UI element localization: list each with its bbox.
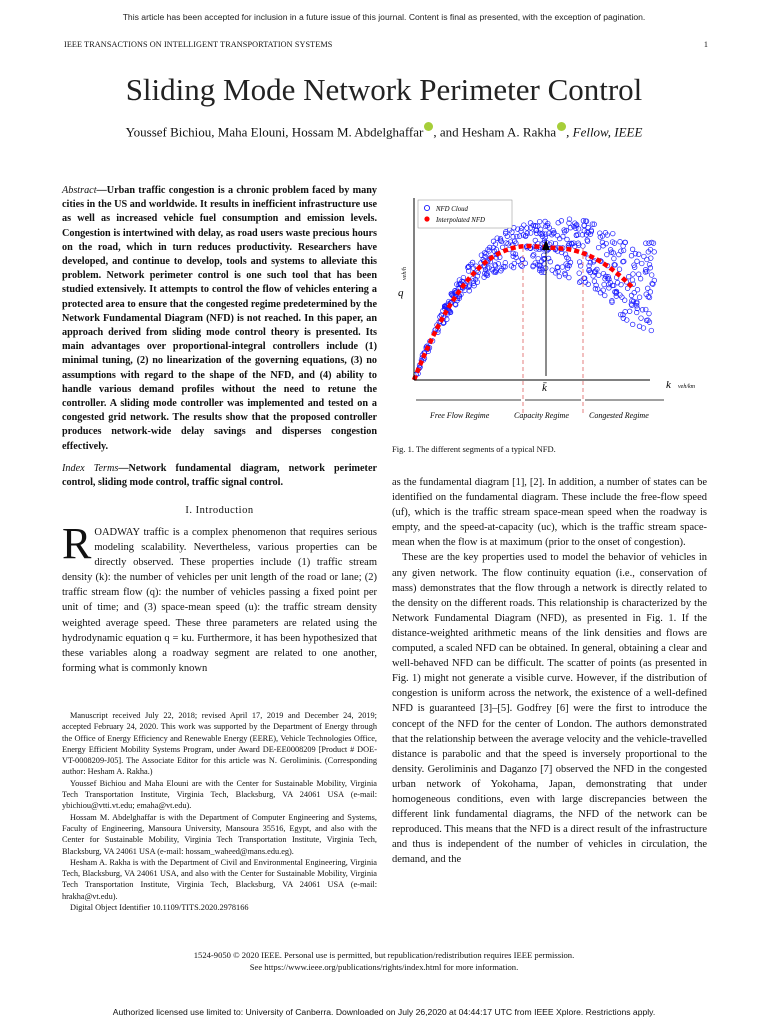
cloud-point xyxy=(637,295,642,300)
nfd-figure xyxy=(392,188,712,428)
cloud-point xyxy=(607,286,612,291)
cloud-point xyxy=(630,247,635,252)
cloud-point xyxy=(638,276,643,281)
cloud-point xyxy=(649,273,654,278)
author-last: , and Hesham A. Rakha xyxy=(433,124,557,140)
cloud-point xyxy=(648,266,653,271)
section-heading: I. Introduction xyxy=(185,505,254,516)
index-terms-text: —Network fundamental diagram, network perimeter control, sliding mode control, traffic signal control. xyxy=(62,463,377,489)
fellow-label: , Fellow, IEEE xyxy=(566,124,643,140)
cloud-point xyxy=(523,261,528,266)
cloud-point xyxy=(649,328,654,333)
cloud-point xyxy=(577,271,582,276)
cloud-point xyxy=(618,239,623,244)
orcid-icon[interactable] xyxy=(424,122,433,131)
cloud-point xyxy=(626,274,631,279)
cloud-point xyxy=(649,256,654,261)
cloud-point xyxy=(617,252,622,257)
cloud-point xyxy=(639,316,644,321)
index-terms-label: Index Terms xyxy=(62,463,119,474)
right-column-text xyxy=(392,475,707,867)
cloud-point xyxy=(647,262,652,267)
cloud-point xyxy=(596,245,601,250)
cloud-point xyxy=(636,252,641,257)
cloud-point xyxy=(647,241,652,246)
cloud-point xyxy=(531,254,536,259)
cloud-point xyxy=(611,231,616,236)
legend-interp-marker xyxy=(424,216,429,221)
running-head: IEEE TRANSACTIONS ON INTELLIGENT TRANSPORTATION SYSTEMS xyxy=(64,40,333,49)
cloud-point xyxy=(642,254,647,259)
cloud-point xyxy=(627,309,632,314)
index-terms xyxy=(62,462,377,490)
cloud-point xyxy=(603,293,608,298)
x-axis-unit: veh/km xyxy=(678,384,695,390)
footnote: Youssef Bichiou and Maha Elouni are with the Center for Sustainable Mobility, Virginia Tech Transportation Institute, Virginia Tech, Blacksburg, VA 24061 USA (e-mail: ybichiou@vtti.vt.edu; emaha@vt.edu). xyxy=(62,778,377,811)
cloud-point xyxy=(647,295,652,300)
body-paragraph: as the fundamental diagram [1], [2]. In addition, a number of states can be identified on the fundamental diagram. These include the free-flow speed (uf), which is the traffic stream space-mean speed when the roadway is empty, and the speed-at-capacity (uc), which is the traffic stream space-mean when the flow is at maximum (prior to the onset of congestion). xyxy=(392,477,707,549)
cloud-point xyxy=(630,322,635,327)
cloud-point xyxy=(557,274,562,279)
cloud-point xyxy=(631,272,636,277)
acceptance-banner: This article has been accepted for inclusion in a future issue of this journal. Content is final as presented, with the exception of pagination. xyxy=(122,12,646,22)
page-number: 1 xyxy=(703,40,708,49)
cloud-point xyxy=(543,235,548,240)
cloud-point xyxy=(592,279,597,284)
cloud-point xyxy=(582,223,587,228)
cloud-point xyxy=(499,239,504,244)
y-axis-label: q xyxy=(398,287,404,299)
abstract-label: Abstract xyxy=(62,185,97,196)
intro-paragraph xyxy=(62,519,377,676)
cloud-point xyxy=(550,268,555,273)
cloud-point xyxy=(605,252,610,257)
cloud-point xyxy=(637,324,642,329)
x-axis-label: k xyxy=(666,379,671,391)
copyright-notice xyxy=(0,950,768,973)
cloud-point xyxy=(591,274,596,279)
orcid-icon[interactable] xyxy=(557,122,566,131)
intro-text: OADWAY traffic is a complex phenomenon that requires serious modeling scalability. Nevertheless, various properties can be directly observed. These properties include (1) traffic stream density (k): the number of vehicles per unit length of the road or lane; (2) traffic stream flow (q): the number of vehicles passing a fixed point per unit of time; and (3) space-mean speed (u): the traffic stream density weighted average speed. These three parameters are related using the hydrodynamic equation q = ku. Furthermore, it has been hypothesized that these variables along a roadway segment are related to one another, forming what is commonly known xyxy=(62,527,377,674)
cloud-point xyxy=(577,280,582,285)
y-axis-unit: veh/h xyxy=(402,267,408,280)
kbar-label: k̄ xyxy=(542,382,547,394)
cloud-point xyxy=(629,253,634,258)
cloud-point xyxy=(528,231,533,236)
cloud-point xyxy=(629,293,634,298)
author-line xyxy=(0,122,768,140)
abstract xyxy=(62,184,377,454)
cloud-point xyxy=(640,308,645,313)
congested-label: Congested Regime xyxy=(589,411,649,420)
figure-caption: Fig. 1. The different segments of a typical NFD. xyxy=(392,444,556,454)
footnote: Hesham A. Rakha is with the Department of Civil and Environmental Engineering, Virginia Tech, Blacksburg, VA 24061 USA, and also with the Center for Sustainable Mobility, Virginia Tech Transportation Institute, Virginia Tech, Blacksburg, VA 24061 USA (e-mail: hrakha@vt.edu). xyxy=(62,857,377,901)
cloud-point xyxy=(602,282,607,287)
cloud-point xyxy=(645,286,650,291)
nfd-cloud-points xyxy=(414,217,657,377)
cloud-point xyxy=(565,237,570,242)
body-paragraph: These are the key properties used to model the behavior of vehicles in any given network. The flow continuity equation (i.e., conservation of mass) demonstrates that the flow through a network is directly related to the density on the different roads. This relationship is characterized by the Network Fundamental Diagram (NFD), as presented in Fig. 1. If the distance-weighted arithmetic means of the link densities and flows are computed, a scaled NFD can be obtained. In general, obtaining a clear and well-behaved NFD can be difficult. The scatter of points (as presented in Fig. 1) might not generate a visible curve. However, if the distribution of congestion is uniform across the network, the existence of a well-defined NFD is guaranteed [3]–[5]. Godfrey [6] were the first to introduce the concept of the NFD for the center of London. The authors demonstrated that the relationship between the average velocity and the vehicle-travelled distance is parabolic and that the speed is inversely proportional to the density. Geroliminis and Daganzo [7] observed the NFD in the congested urban network of Yokohama, Japan, demonstrating that under homogeneous conditions, even with large discrepancies between the different link fundamental diagrams, the NFD of the network can be reproduced. This means that the NFD is a direct result of the infrastructure and thus is independent of the number of vehicles in circulation, the demand, and the xyxy=(392,552,707,866)
legend-interp-label: Interpolated NFD xyxy=(436,217,485,224)
cloud-point xyxy=(516,259,521,264)
cloud-point xyxy=(622,298,627,303)
cloud-point xyxy=(623,240,628,245)
cloud-point xyxy=(591,260,596,265)
cloud-point xyxy=(640,261,645,266)
capacity-label: Capacity Regime xyxy=(514,411,569,420)
cloud-point xyxy=(601,288,606,293)
license-footer: Authorized licensed use limited to: University of Canberra. Downloaded on July 26,2020 at 04:44:17 UTC from IEEE Xplore. Restrictions apply. xyxy=(112,1007,656,1017)
cloud-point xyxy=(596,273,601,278)
cloud-point xyxy=(533,238,538,243)
footnote: Hossam M. Abdelghaffar is with the Department of Computer Engineering and Systems, Faculty of Engineering, Mansoura University, Mansoura 35516, Egypt, and also with the Center for Sustainable Mobility, Virginia Tech Transportation Institute, Virginia Tech, Blacksburg, VA 24061 USA (e-mail: hossam_waheed@mans.edu.eg). xyxy=(62,812,377,856)
copyright-line: 1524-9050 © 2020 IEEE. Personal use is permitted, but republication/redistribution requires IEEE permission. xyxy=(193,950,575,960)
cloud-point xyxy=(617,267,622,272)
free-flow-label: Free Flow Regime xyxy=(430,411,490,420)
cloud-point xyxy=(635,287,640,292)
legend-cloud-label: NFD Cloud xyxy=(436,206,468,213)
cloud-point xyxy=(636,272,641,277)
cloud-point xyxy=(537,219,542,224)
paper-title: Sliding Mode Network Perimeter Control xyxy=(125,72,643,107)
footnote: Manuscript received July 22, 2018; revised April 17, 2019 and December 24, 2019; accepted February 24, 2020. This work was supported by the Department of Energy through the Office of Energy Efficiency and Renewable Energy (EERE), Vehicle Technologies Office, Energy Efficient Mobility Systems Program, under Award DE-EE0008209 [Product # DOE-VT-0008209-J05]. The Associate Editor for this article was N. Geroliminis. (Corresponding author: Hesham A. Rakha.) xyxy=(62,711,377,777)
abstract-text: —Urban traffic congestion is a chronic problem faced by many cities in the US and worldwide. It results in inefficient infrastructure use as well as increased vehicle fuel consumption and emission levels. Congestion is intertwined with delay, as road users waste precious hours on the road, which in turn reduces productivity. Researchers have developed, and continue to develop, tools and systems to alleviate this problem. Network perimeter control is one such tool that has been studied extensively. It attempts to control the flow of vehicles entering a protected area to ensure that the congested regime predetermined by the Network Fundamental Diagram (NFD) is not reached. In this paper, an approach derived from sliding mode control theory is presented. Its main advantages over proportional-integral controllers include (1) minimal tuning, (2) no linearization of the governing equations, (3) no assumptions with regard to the shape of the NFD, and (4) ability to handle various demand profiles without the need to retune the controller. A sliding mode controller was implemented and tested on a congested grid network. The results show that the proposed controller produces network-wide delay savings and disperses congestion effectively. xyxy=(62,185,377,452)
footnotes xyxy=(62,710,377,913)
cloud-point xyxy=(522,223,527,228)
drop-cap: R xyxy=(62,519,92,568)
cloud-point xyxy=(612,256,617,261)
doi-line: Digital Object Identifier 10.1109/TITS.2020.2978166 xyxy=(70,903,249,913)
author-names: Youssef Bichiou, Maha Elouni, Hossam M. Abdelghaffar xyxy=(125,124,424,140)
rights-line: See https://www.ieee.org/publications/rights/index.html for more information. xyxy=(249,961,519,972)
cloud-point xyxy=(647,311,652,316)
